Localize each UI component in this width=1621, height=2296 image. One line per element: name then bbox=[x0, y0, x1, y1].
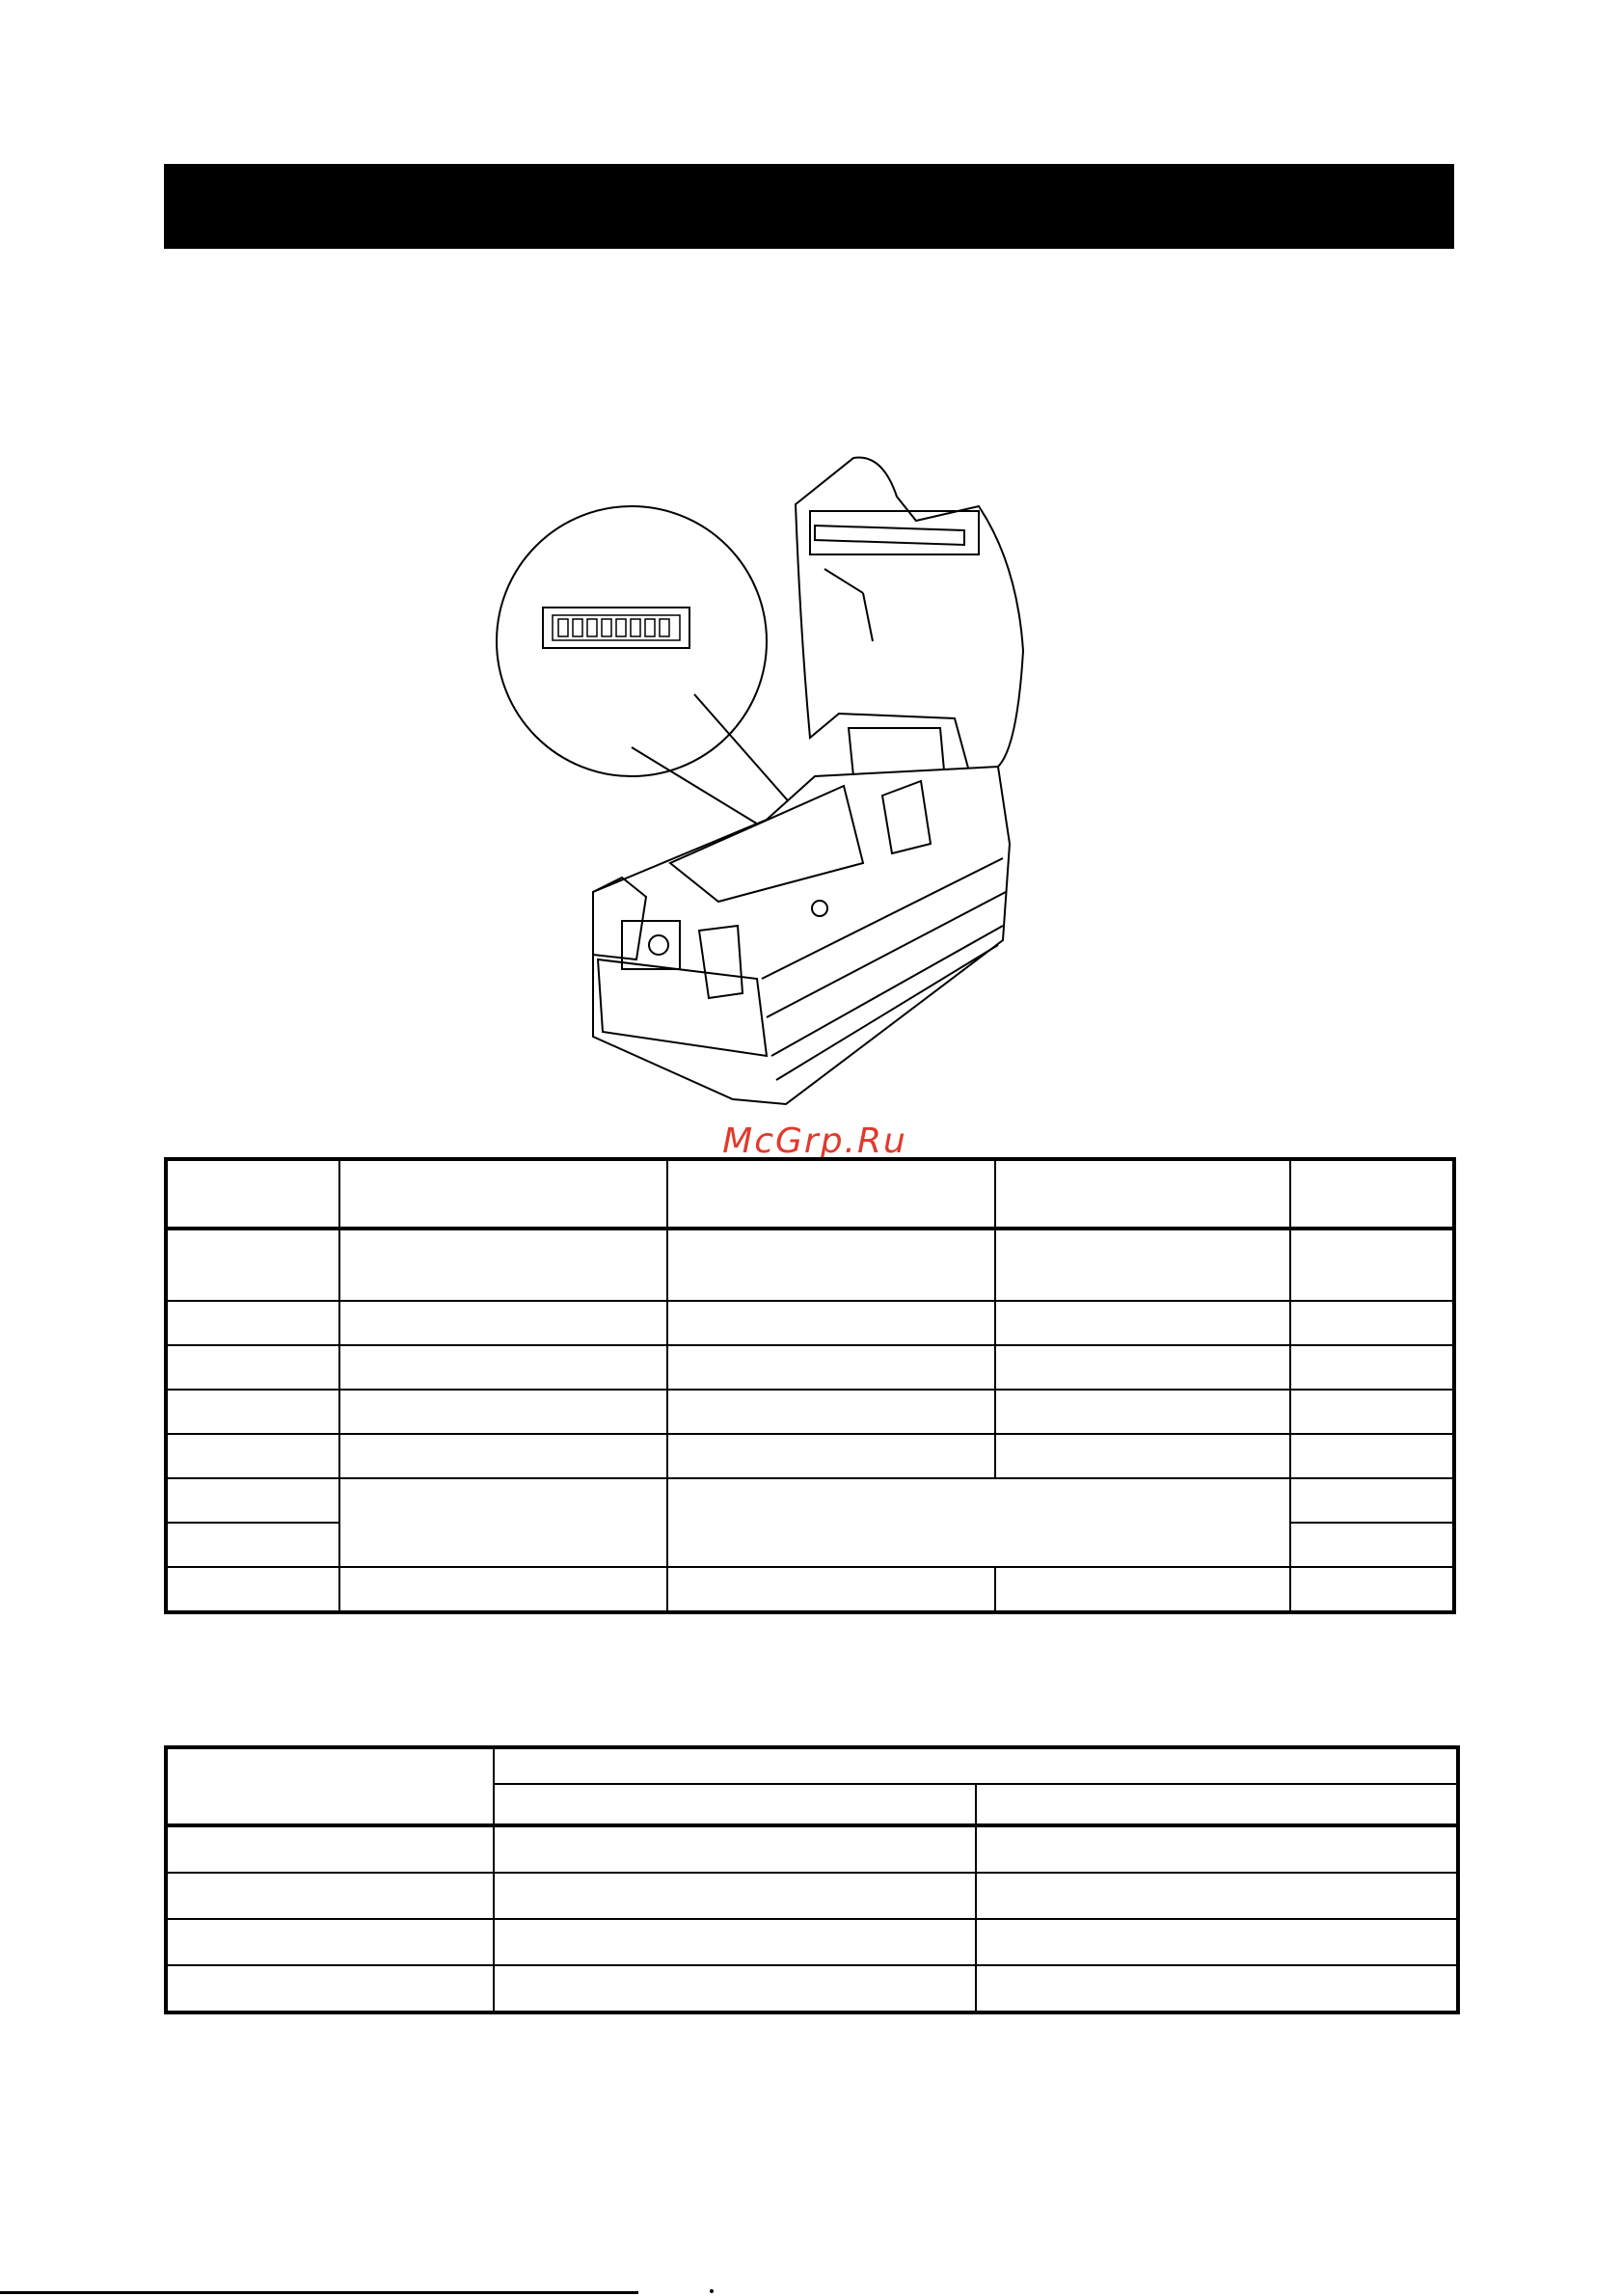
table-cell bbox=[1290, 1345, 1454, 1390]
table-cell bbox=[494, 1965, 976, 2012]
table-cell bbox=[494, 1919, 976, 1965]
table-cell bbox=[166, 1825, 494, 1873]
table-cell bbox=[166, 1567, 339, 1612]
table-cell bbox=[1290, 1434, 1454, 1478]
table-row bbox=[166, 1965, 1458, 2012]
table-cell bbox=[976, 1919, 1458, 1965]
table-cell bbox=[166, 1390, 339, 1434]
table-cell-merged bbox=[339, 1478, 667, 1567]
table-header-row bbox=[166, 1159, 1454, 1229]
table-cell bbox=[339, 1345, 667, 1390]
table-cell bbox=[339, 1390, 667, 1434]
settings-table bbox=[164, 1157, 1456, 1614]
table-cell bbox=[339, 1434, 667, 1478]
table-header-cell bbox=[976, 1784, 1458, 1825]
table-row bbox=[166, 1229, 1454, 1301]
table-header-cell bbox=[494, 1784, 976, 1825]
footer-mark bbox=[710, 2289, 714, 2293]
table-cell bbox=[166, 1873, 494, 1919]
table-header-cell bbox=[1290, 1159, 1454, 1229]
table-cell bbox=[667, 1567, 995, 1612]
table-header-cell bbox=[494, 1747, 1458, 1784]
table-row bbox=[166, 1919, 1458, 1965]
table-cell bbox=[667, 1390, 995, 1434]
table-row bbox=[166, 1345, 1454, 1390]
table-cell bbox=[339, 1229, 667, 1301]
section-title-bar bbox=[164, 164, 1454, 249]
table-row bbox=[166, 1434, 1454, 1478]
table-cell bbox=[995, 1390, 1290, 1434]
table-cell bbox=[995, 1301, 1290, 1345]
table-cell bbox=[1290, 1301, 1454, 1345]
table-cell bbox=[667, 1301, 995, 1345]
table-row bbox=[166, 1567, 1454, 1612]
table-row bbox=[166, 1390, 1454, 1434]
table-row bbox=[166, 1478, 1454, 1523]
table-cell bbox=[995, 1345, 1290, 1390]
table-cell bbox=[1290, 1478, 1454, 1523]
table-cell bbox=[494, 1825, 976, 1873]
watermark: McGrp.Ru bbox=[722, 1121, 907, 1161]
footer-rule bbox=[0, 2291, 638, 2294]
table-cell bbox=[995, 1229, 1290, 1301]
table-cell bbox=[339, 1567, 667, 1612]
table-cell bbox=[976, 1825, 1458, 1873]
table-cell bbox=[339, 1301, 667, 1345]
table-cell bbox=[976, 1965, 1458, 2012]
table-header-cell bbox=[995, 1159, 1290, 1229]
table-cell bbox=[166, 1919, 494, 1965]
table-cell bbox=[667, 1345, 995, 1390]
table-cell bbox=[166, 1523, 339, 1567]
table-cell bbox=[667, 1229, 995, 1301]
table-row bbox=[166, 1301, 1454, 1345]
table-cell bbox=[166, 1345, 339, 1390]
table-header-cell bbox=[667, 1159, 995, 1229]
secondary-table bbox=[164, 1745, 1456, 2014]
table-row bbox=[166, 1873, 1458, 1919]
table-cell bbox=[166, 1965, 494, 2012]
table-cell bbox=[166, 1434, 339, 1478]
table-cell bbox=[995, 1567, 1290, 1612]
table-cell-merged bbox=[667, 1478, 1290, 1567]
table-header-cell bbox=[166, 1747, 494, 1825]
table-cell bbox=[1290, 1567, 1454, 1612]
table-cell bbox=[166, 1229, 339, 1301]
table-cell bbox=[995, 1434, 1290, 1478]
printer-illustration bbox=[477, 439, 1075, 1109]
table-header-cell bbox=[166, 1159, 339, 1229]
table-cell bbox=[1290, 1390, 1454, 1434]
table-cell bbox=[667, 1434, 995, 1478]
table-cell bbox=[1290, 1229, 1454, 1301]
table-cell bbox=[166, 1478, 339, 1523]
table-cell bbox=[166, 1301, 339, 1345]
table-cell bbox=[1290, 1523, 1454, 1567]
table-header-cell bbox=[339, 1159, 667, 1229]
table-row bbox=[166, 1825, 1458, 1873]
table-cell bbox=[494, 1873, 976, 1919]
table-header-row bbox=[166, 1747, 1458, 1784]
table-cell bbox=[976, 1873, 1458, 1919]
